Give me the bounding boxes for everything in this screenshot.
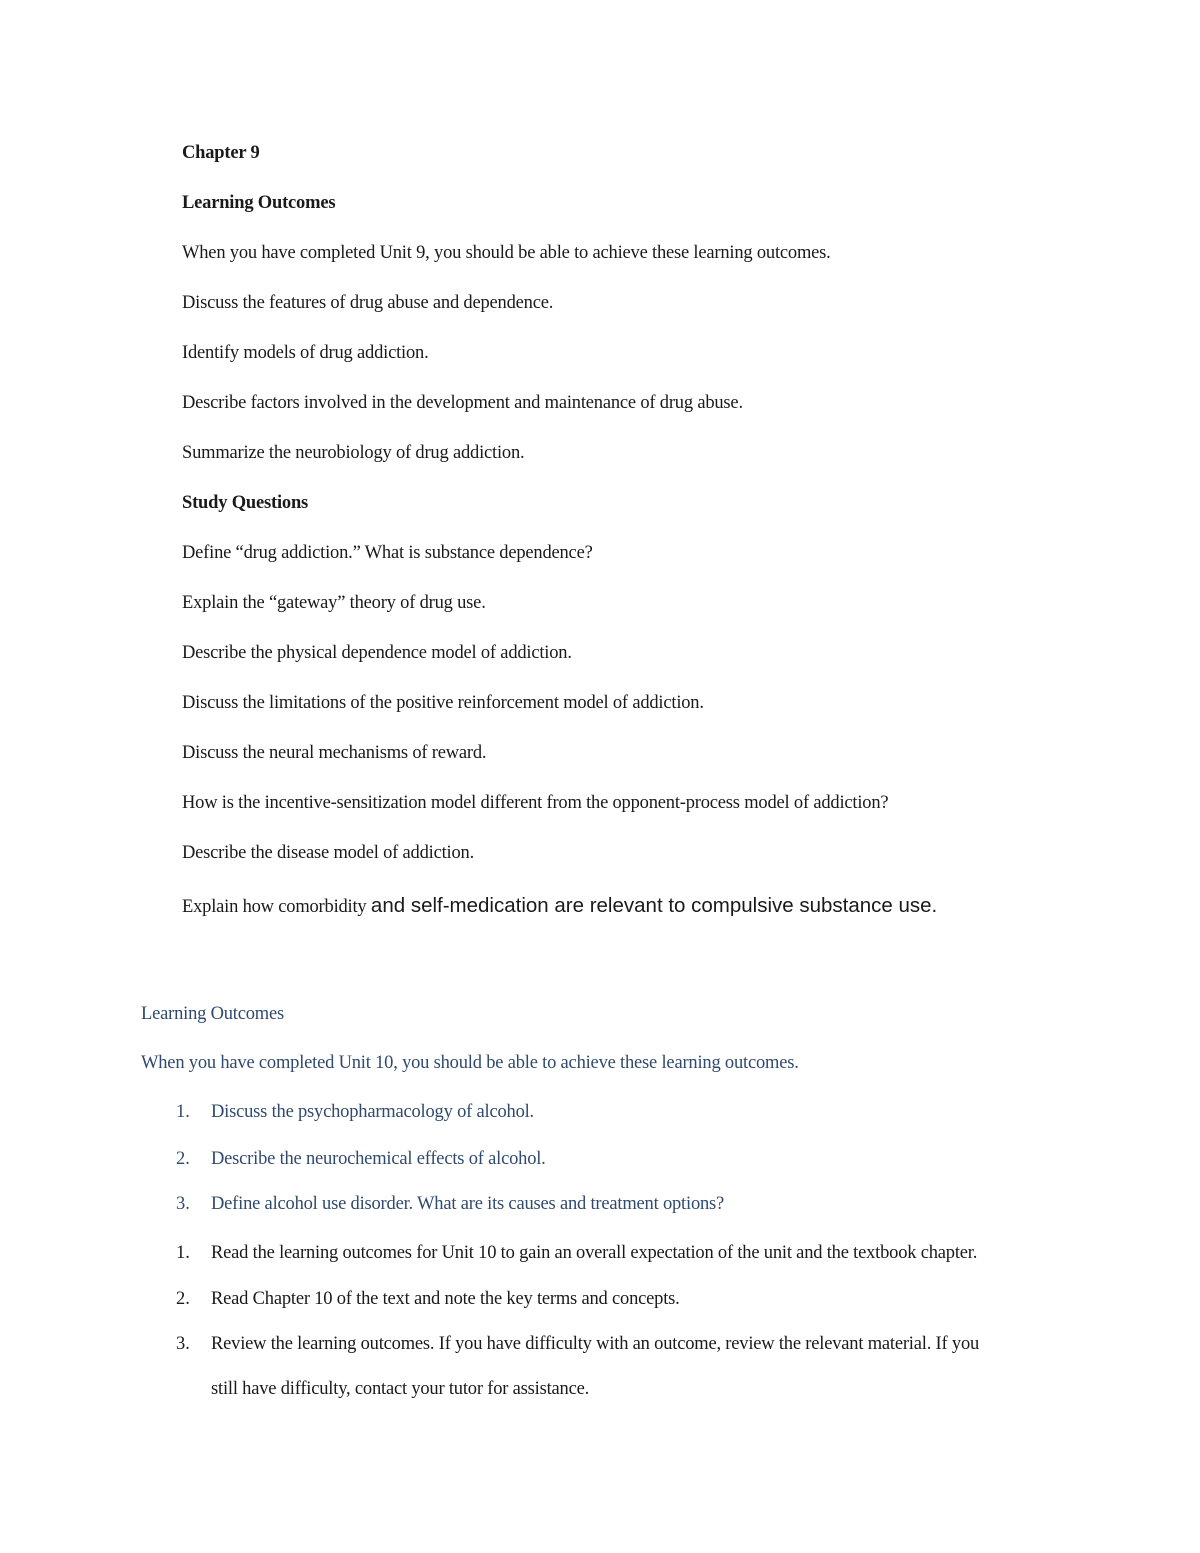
unit10-intro: When you have completed Unit 10, you should be able to achieve these learning outcomes.	[141, 1053, 799, 1073]
unit9-intro: When you have completed Unit 9, you should be able to achieve these learning outcomes.	[182, 243, 831, 263]
study-step: Read Chapter 10 of the text and note the key terms and concepts.	[211, 1289, 680, 1309]
study-question: Discuss the limitations of the positive reinforcement model of addiction.	[182, 693, 704, 713]
list-number: 2.	[176, 1149, 190, 1169]
chapter-title: Chapter 9	[182, 143, 260, 163]
study-question-last-start: Explain how comorbidity	[182, 897, 371, 917]
study-question: Describe the physical dependence model of addiction.	[182, 643, 572, 663]
list-number: 3.	[176, 1194, 190, 1214]
study-question: Define “drug addiction.” What is substance dependence?	[182, 543, 593, 563]
list-number: 3.	[176, 1334, 190, 1354]
study-question-last-end: and self-medication are relevant to compulsive substance use.	[370, 894, 938, 917]
unit10-learning-outcomes-heading: Learning Outcomes	[141, 1004, 285, 1024]
study-question: How is the incentive-sensitization model different from the opponent-process model of addiction?	[182, 793, 889, 813]
study-step: Review the learning outcomes. If you have difficulty with an outcome, review the relevant material. If you	[211, 1334, 980, 1354]
study-question: Explain the “gateway” theory of drug use.	[182, 593, 486, 613]
unit10-outcome: Discuss the psychopharmacology of alcohol.	[211, 1102, 534, 1122]
study-step: Read the learning outcomes for Unit 10 to gain an overall expectation of the unit and the textbook chapter.	[211, 1243, 978, 1263]
outcome-item: Describe factors involved in the development and maintenance of drug abuse.	[182, 393, 743, 413]
unit10-outcome: Define alcohol use disorder. What are its causes and treatment options?	[211, 1194, 725, 1214]
study-questions-heading: Study Questions	[182, 493, 309, 513]
list-number: 2.	[176, 1289, 190, 1309]
unit10-outcome: Describe the neurochemical effects of alcohol.	[211, 1149, 546, 1169]
study-question: Discuss the neural mechanisms of reward.	[182, 743, 487, 763]
learning-outcomes-heading: Learning Outcomes	[182, 193, 336, 213]
list-number: 1.	[176, 1102, 190, 1122]
outcome-item: Identify models of drug addiction.	[182, 343, 429, 363]
study-step-continuation: still have difficulty, contact your tutor for assistance.	[211, 1379, 590, 1399]
list-number: 1.	[176, 1243, 190, 1263]
outcome-item: Summarize the neurobiology of drug addiction.	[182, 443, 525, 463]
study-question: Describe the disease model of addiction.	[182, 843, 475, 863]
outcome-item: Discuss the features of drug abuse and dependence.	[182, 293, 554, 313]
study-question-last	[182, 894, 937, 919]
